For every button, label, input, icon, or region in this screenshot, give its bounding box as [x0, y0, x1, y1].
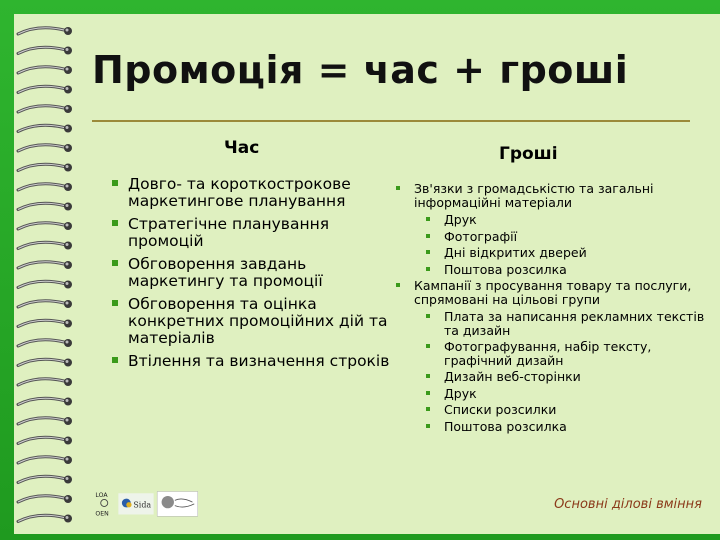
slide-title: Промоція = час + гроші	[92, 48, 629, 92]
logo-text-top: LOA	[95, 491, 108, 499]
bullet-icon	[426, 250, 430, 254]
bullet-icon	[426, 374, 430, 378]
spiral-ring-icon	[18, 242, 72, 250]
sub-list-item: Списки розсилки	[424, 403, 714, 417]
sub-list-item: Поштова розсилка	[424, 420, 714, 434]
sub-list-item: Поштова розсилка	[424, 263, 714, 277]
spiral-ring-icon	[18, 339, 72, 347]
spiral-ring-icon	[18, 515, 72, 523]
sub-list-item: Дизайн веб-сторінки	[424, 370, 714, 384]
sub-list-item: Фотографії	[424, 230, 714, 244]
spiral-ring-icon	[18, 456, 72, 464]
sub-list	[414, 213, 714, 276]
bullet-icon	[426, 267, 430, 271]
money-list	[394, 182, 714, 436]
bullet-icon	[426, 391, 430, 395]
bullet-icon	[426, 314, 430, 318]
spiral-ring-icon	[18, 398, 72, 406]
list-item: Зв'язки з громадськістю та загальні інформаційні матеріали Друк Фотографії Дні відкритих дверей Поштова розсилка	[394, 182, 714, 276]
list-item: Довго- та короткострокове маркетингове планування	[112, 176, 402, 210]
spiral-ring-icon	[18, 281, 72, 289]
left-heading: Час	[224, 138, 260, 158]
spiral-ring-icon	[18, 437, 72, 445]
loa-logo	[95, 492, 108, 518]
spiral-ring-icon	[18, 417, 72, 425]
notebook-spiral	[14, 14, 76, 534]
bullet-icon	[426, 344, 430, 348]
spiral-ring-icon	[18, 164, 72, 172]
bullet-icon	[112, 260, 118, 266]
spiral-ring-icon	[18, 203, 72, 211]
logo-text-sida: Sida	[133, 500, 152, 510]
list-item: Стратегічне планування промоцій	[112, 216, 402, 250]
spiral-ring-icon	[18, 476, 72, 484]
spiral-ring-icon	[18, 47, 72, 55]
time-list	[112, 176, 402, 376]
bullet-icon	[112, 357, 118, 363]
sub-list-item: Фотографування, набір тексту, графічний дизайн	[424, 340, 714, 367]
list-item: Кампанії з просування товару та послуги, спрямовані на цільові групи Плата за написання рекламних текстів та дизайн Фотографування, набір тексту, графічний дизайн Дизайн веб-сторінки Друк Списки розсилки Поштова розсилка	[394, 279, 714, 433]
sida-logo	[118, 493, 153, 514]
bullet-icon	[426, 407, 430, 411]
spiral-ring-icon	[18, 125, 72, 133]
list-item: Обговорення та оцінка конкретних промоційних дій та матеріалів	[112, 296, 402, 347]
bullet-icon	[112, 180, 118, 186]
bullet-icon	[112, 300, 118, 306]
list-item: Втілення та визначення строків	[112, 353, 402, 370]
sub-list-item: Друк	[424, 213, 714, 227]
bullet-icon	[426, 424, 430, 428]
spiral-ring-icon	[18, 222, 72, 230]
bullet-icon	[396, 186, 400, 190]
bullet-icon	[396, 283, 400, 287]
spiral-ring-icon	[18, 86, 72, 94]
spiral-ring-icon	[18, 105, 72, 113]
sub-list-item: Плата за написання рекламних текстів та дизайн	[424, 310, 714, 337]
right-heading: Гроші	[499, 144, 558, 164]
logo-text-bottom: OEN	[95, 510, 109, 518]
sub-list-item: Друк	[424, 387, 714, 401]
bullet-icon	[426, 234, 430, 238]
spiral-ring-icon	[18, 300, 72, 308]
bullet-icon	[112, 220, 118, 226]
spiral-ring-icon	[18, 261, 72, 269]
title-divider	[92, 120, 690, 122]
spiral-ring-icon	[18, 66, 72, 74]
list-item: Обговорення завдань маркетингу та промоції	[112, 256, 402, 290]
footer-caption: Основні ділові вміння	[554, 497, 702, 512]
spiral-ring-icon	[18, 495, 72, 503]
spiral-ring-icon	[18, 359, 72, 367]
sub-list	[414, 310, 714, 433]
spiral-ring-icon	[18, 27, 72, 35]
third-logo	[157, 492, 198, 517]
spiral-ring-icon	[18, 183, 72, 191]
bullet-icon	[426, 217, 430, 221]
spiral-ring-icon	[18, 144, 72, 152]
sub-list-item: Дні відкритих дверей	[424, 246, 714, 260]
partner-logos	[86, 488, 216, 518]
spiral-ring-icon	[18, 320, 72, 328]
spiral-ring-icon	[18, 378, 72, 386]
